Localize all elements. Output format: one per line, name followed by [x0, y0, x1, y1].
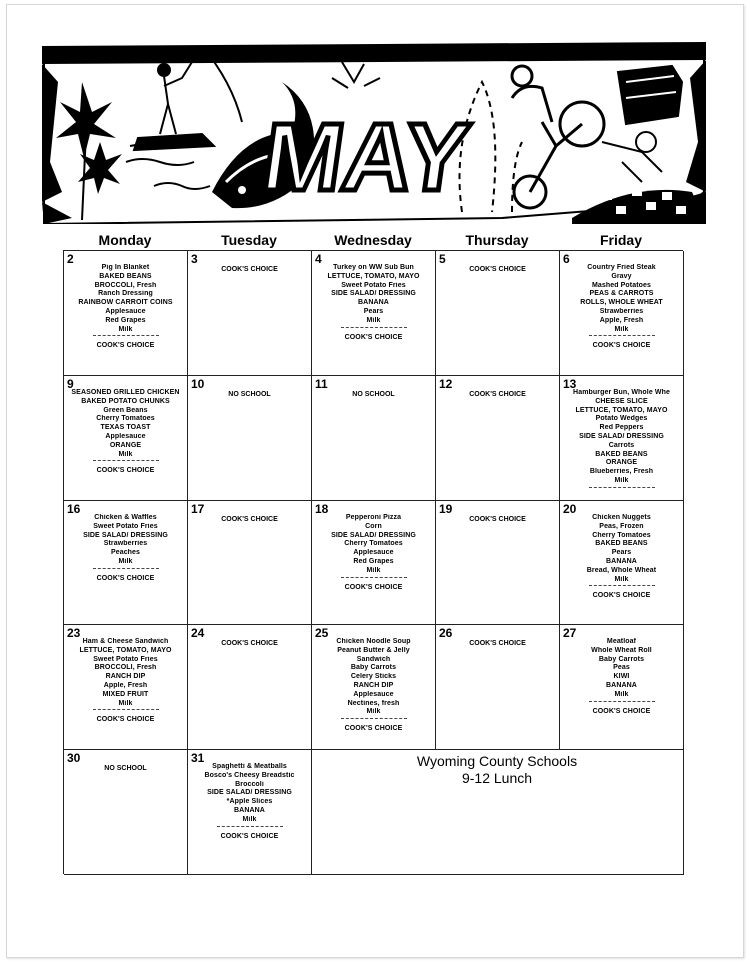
- menu-item: *Apple Slices: [226, 798, 273, 806]
- menu-item: SIDE SALAD/ DRESSING: [83, 531, 168, 539]
- menu-list: [64, 264, 187, 351]
- menu-item: Applesauce: [353, 690, 394, 698]
- menu-item: Pears: [363, 307, 384, 315]
- menu-item: SIDE SALAD/ DRESSING: [207, 789, 292, 797]
- menu-item: Pig In Blanket: [101, 264, 150, 271]
- dashed-divider: [93, 335, 159, 336]
- menu-item: Chicken & Waffles: [94, 514, 157, 521]
- menu-item: Pepperoni Pizza: [345, 514, 402, 521]
- menu-item: LETTUCE, TOMATO, MAYO: [575, 406, 668, 414]
- menu-item: RANCH DIP: [353, 681, 394, 689]
- menu-item: BAKED BEANS: [595, 450, 648, 458]
- menu-item: Milk: [366, 566, 381, 574]
- menu-item: Nectines, fresh: [347, 699, 400, 707]
- day-number: 4: [315, 252, 322, 266]
- day-number: 30: [67, 751, 81, 765]
- menu-item: Mashed Potatoes: [591, 281, 652, 289]
- cooks-choice: COOK'S CHOICE: [344, 725, 403, 733]
- menu-item: Ham & Cheese Sandwich: [82, 638, 169, 645]
- flower-icon: [56, 82, 122, 220]
- day-number: 6: [563, 252, 570, 266]
- header-monday: Monday: [98, 232, 152, 248]
- day-cell: [64, 376, 188, 501]
- calendar-grid: [63, 250, 683, 874]
- dashed-divider: [589, 335, 655, 336]
- menu-item: BANANA: [606, 681, 637, 689]
- menu-item: BAKED BEANS: [595, 540, 648, 548]
- cooks-choice: COOK'S CHOICE: [592, 707, 651, 715]
- menu-item: Turkey on WW Sub Bun: [333, 264, 414, 271]
- day-number: 31: [191, 751, 205, 765]
- menu-item: Country Fried Steak: [587, 264, 656, 271]
- school-title-cell: [312, 750, 684, 875]
- day-number: 9: [67, 377, 74, 391]
- menu-list: [64, 389, 187, 476]
- menu-item: Red Grapes: [105, 316, 146, 324]
- menu-item: Bread, Whole Wheat: [586, 566, 657, 574]
- day-cell: [188, 376, 312, 501]
- menu-item: Applesauce: [105, 432, 146, 440]
- menu-item: Strawberries: [599, 307, 644, 315]
- cooks-choice: COOK'S CHOICE: [96, 342, 155, 350]
- cell-note: NO SCHOOL: [104, 765, 147, 772]
- cell-note: COOK'S CHOICE: [469, 266, 526, 273]
- cell-note: COOK'S CHOICE: [469, 640, 526, 647]
- day-number: 26: [439, 626, 453, 640]
- menu-item: Cherry Tomatoes: [592, 531, 651, 539]
- day-cell: [560, 625, 684, 750]
- day-cell: [436, 501, 560, 625]
- menu-item: Sweet Potato Fries: [93, 522, 158, 530]
- day-number: 10: [191, 377, 205, 391]
- cell-note: NO SCHOOL: [228, 391, 271, 398]
- day-number: 17: [191, 502, 205, 516]
- day-cell: [188, 251, 312, 376]
- cell-note: NO SCHOOL: [352, 391, 395, 398]
- dashed-divider: [341, 577, 407, 578]
- day-number: 27: [563, 626, 577, 640]
- menu-list: [560, 514, 683, 601]
- menu-item: Baby Carrots: [350, 664, 397, 672]
- cooks-choice: COOK'S CHOICE: [592, 592, 651, 600]
- day-cell: [188, 625, 312, 750]
- menu-item: Milk: [118, 699, 133, 707]
- dashed-divider: [589, 701, 655, 702]
- weekday-headers: [63, 230, 683, 250]
- menu-item: Milk: [614, 325, 629, 333]
- checkered-ground: [572, 188, 706, 224]
- day-cell: [64, 625, 188, 750]
- day-cell: [312, 501, 436, 625]
- menu-item: Peas: [613, 664, 630, 672]
- dashed-divider: [589, 585, 655, 586]
- day-cell: [64, 251, 188, 376]
- menu-item: Apple, Fresh: [103, 681, 148, 689]
- dashed-divider: [341, 718, 407, 719]
- menu-item: Strawberries: [103, 540, 148, 548]
- menu-item: Chicken Noodle Soup: [336, 638, 411, 645]
- cell-note: COOK'S CHOICE: [469, 516, 526, 523]
- menu-item: Potato Wedges: [595, 415, 648, 423]
- menu-item: Cherry Tomatoes: [344, 540, 403, 548]
- menu-item: Milk: [614, 575, 629, 583]
- header-friday: Friday: [599, 232, 642, 248]
- day-number: 16: [67, 502, 81, 516]
- menu-item: Peaches: [110, 549, 141, 557]
- menu-list: [312, 264, 435, 342]
- cooks-choice: COOK'S CHOICE: [592, 342, 651, 350]
- menu-item: Applesauce: [105, 307, 146, 315]
- day-number: 5: [439, 252, 446, 266]
- menu-item: Blueberries, Fresh: [589, 468, 654, 476]
- day-cell: [64, 750, 188, 875]
- menu-item: RAINBOW CARROIT COINS: [78, 299, 173, 307]
- menu-item: BAKED BEANS: [99, 272, 152, 280]
- menu-item: ROLLS, WHOLE WHEAT: [580, 299, 663, 307]
- menu-item: Milk: [366, 708, 381, 716]
- menu-item: ORANGE: [109, 441, 142, 449]
- menu-list: [64, 514, 187, 584]
- day-cell: [312, 625, 436, 750]
- cyclist-icon: [512, 66, 604, 208]
- menu-item: CHEESE SLICE: [595, 397, 648, 405]
- menu-item: Baby Carrots: [598, 655, 645, 663]
- day-cell: [188, 750, 312, 875]
- menu-item: SEASONED GRILLED CHICKEN: [71, 389, 180, 396]
- menu-item: Whole Wheat Roll: [591, 646, 652, 654]
- menu-item: TEXAS TOAST: [100, 424, 151, 432]
- menu-item: Carrots: [608, 441, 635, 449]
- menu-item: PEAS & CARROTS: [589, 290, 654, 298]
- menu-item: Red Grapes: [353, 557, 394, 565]
- menu-item: Spaghetti & Meatballs: [212, 763, 287, 770]
- day-cell: [436, 625, 560, 750]
- day-number: 23: [67, 626, 81, 640]
- menu-item: Milk: [366, 316, 381, 324]
- menu-item: Bosco's Cheesy Breadstic: [204, 771, 295, 779]
- menu-item: Hamburger Bun, Whole Whe: [573, 389, 670, 396]
- day-number: 25: [315, 626, 329, 640]
- menu-item: Red Peppers: [599, 424, 644, 432]
- cell-note: COOK'S CHOICE: [221, 266, 278, 273]
- menu-list: [560, 638, 683, 716]
- cooks-choice: COOK'S CHOICE: [220, 832, 279, 840]
- school-title: [382, 753, 612, 787]
- day-cell: [560, 501, 684, 625]
- menu-list: [312, 514, 435, 592]
- menu-item: BANANA: [606, 557, 637, 565]
- cooks-choice: COOK'S CHOICE: [344, 333, 403, 341]
- menu-item: Celery Sticks: [350, 673, 397, 681]
- menu-item: LETTUCE, TOMATO, MAYO: [79, 646, 172, 654]
- menu-item: Sweet Potato Fries: [93, 655, 158, 663]
- menu-item: KIWI: [613, 673, 630, 681]
- day-number: 11: [315, 377, 328, 391]
- menu-item: SIDE SALAD/ DRESSING: [579, 432, 664, 440]
- menu-item: RANCH DIP: [105, 673, 146, 681]
- day-number: 18: [315, 502, 329, 516]
- dashed-divider: [217, 826, 283, 827]
- menu-item: Green Beans: [103, 406, 148, 414]
- menu-item: Applesauce: [353, 549, 394, 557]
- menu-item: Peas, Frozen: [599, 522, 644, 530]
- menu-item: Milk: [242, 815, 257, 823]
- day-number: 20: [563, 502, 577, 516]
- menu-item: Milk: [118, 450, 133, 458]
- day-number: 19: [439, 502, 453, 516]
- menu-list: [188, 763, 311, 841]
- cake-icon: [602, 66, 682, 182]
- may-banner: [42, 42, 706, 224]
- menu-list: [560, 264, 683, 351]
- menu-item: MIXED FRUIT: [102, 690, 149, 698]
- header-tuesday: Tuesday: [221, 232, 277, 248]
- menu-item: SIDE SALAD/ DRESSING: [331, 531, 416, 539]
- banner-title-text: MAY: [256, 104, 476, 211]
- cell-note: COOK'S CHOICE: [469, 391, 526, 398]
- menu-item: Peanut Butter & Jelly: [337, 646, 410, 654]
- menu-item: Corn: [365, 522, 382, 530]
- menu-list: [560, 389, 683, 488]
- day-number: 13: [563, 377, 577, 391]
- menu-item: Pears: [611, 549, 632, 557]
- menu-item: BAKED POTATO CHUNKS: [81, 397, 170, 405]
- dashed-divider: [93, 460, 159, 461]
- day-cell: [436, 376, 560, 501]
- menu-item: SIDE SALAD/ DRESSING: [331, 290, 416, 298]
- cooks-choice: COOK'S CHOICE: [96, 467, 155, 475]
- header-wednesday: Wednesday: [334, 232, 412, 248]
- dashed-divider: [589, 487, 655, 488]
- cooks-choice: COOK'S CHOICE: [344, 583, 403, 591]
- menu-item: Sandwich: [356, 655, 391, 663]
- menu-item: BANANA: [234, 806, 265, 814]
- day-number: 2: [67, 252, 74, 266]
- menu-item: BROCCOLI, Fresh: [94, 281, 157, 289]
- menu-item: BROCCOLI, Fresh: [94, 664, 157, 672]
- menu-item: Apple, Fresh: [599, 316, 644, 324]
- header-thursday: Thursday: [465, 232, 529, 248]
- dashed-divider: [93, 709, 159, 710]
- cell-note: COOK'S CHOICE: [221, 640, 278, 647]
- menu-item: Chicken Nuggets: [592, 514, 651, 521]
- menu-item: Milk: [614, 690, 629, 698]
- school-name: Wyoming County Schools: [416, 753, 578, 769]
- day-cell: [312, 251, 436, 376]
- cooks-choice: COOK'S CHOICE: [96, 574, 155, 582]
- day-number: 12: [439, 377, 453, 391]
- day-cell: [560, 376, 684, 501]
- menu-item: Gravy: [611, 272, 632, 280]
- cooks-choice: COOK'S CHOICE: [96, 716, 155, 724]
- menu-item: Milk: [118, 557, 133, 565]
- menu-item: Ranch Dressing: [98, 290, 153, 298]
- dashed-divider: [93, 568, 159, 569]
- banner-title: [256, 104, 475, 210]
- cell-note: COOK'S CHOICE: [221, 516, 278, 523]
- day-number: 24: [191, 626, 205, 640]
- menu-item: Broccoli: [235, 780, 264, 788]
- menu-item: ORANGE: [605, 459, 638, 467]
- menu-list: [64, 638, 187, 725]
- menu-list: [312, 638, 435, 734]
- menu-item: LETTUCE, TOMATO, MAYO: [327, 272, 420, 280]
- menu-item: Milk: [118, 325, 133, 333]
- menu-item: BANANA: [358, 299, 389, 307]
- menu-item: Cherry Tomatoes: [96, 415, 155, 423]
- lunch-program: 9-12 Lunch: [461, 770, 533, 786]
- menu-item: Milk: [614, 476, 629, 484]
- menu-item: Sweet Potato Fries: [341, 281, 406, 289]
- fisherman-icon: [126, 46, 242, 189]
- day-cell: [560, 251, 684, 376]
- day-cell: [64, 501, 188, 625]
- menu-item: Meatloaf: [606, 638, 637, 645]
- dashed-divider: [341, 327, 407, 328]
- day-number: 3: [191, 252, 198, 266]
- day-cell: [188, 501, 312, 625]
- day-cell: [436, 251, 560, 376]
- day-cell: [312, 376, 436, 501]
